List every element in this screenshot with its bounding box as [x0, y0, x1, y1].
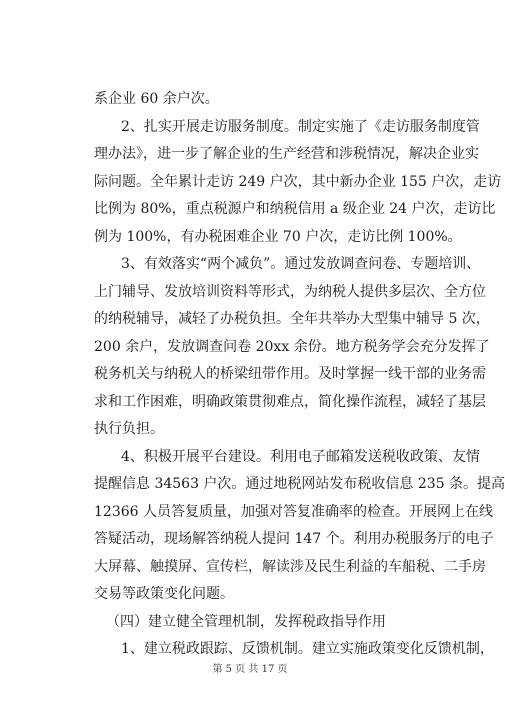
text-line: 提醒信息 34563 户次。通过地税网站发布税收信息 235 条。提高: [94, 476, 505, 492]
text-line: 12366 人员答复质量，加强对答复准确率的检查。开展网上在线: [94, 503, 493, 520]
text-line: 例为 100%，有办税困难企业 70 户次，走访比例 100%。: [94, 228, 462, 245]
document-body: [94, 86, 505, 664]
text-line: 税务机关与纳税人的桥梁纽带作用。及时掌握一线干部的业务需: [94, 366, 486, 382]
text-line: 执行负担。: [94, 421, 164, 437]
paragraph-start-3: 3、有效落实“两个减负”。通过发放调查问卷、专题培训、: [121, 256, 481, 272]
text-line: 上门辅导、发放培训资料等形式，为纳税人提供多层次、全方位: [94, 283, 486, 300]
paragraph-start-1: 1、建立税政跟踪、反馈机制。建立实施政策变化反馈机制，: [121, 641, 494, 657]
section-heading: （四）建立健全管理机制，发挥税政指导作用: [106, 613, 386, 630]
text-line: 理办法》，进一步了解企业的生产经营和涉税情况，解决企业实: [94, 146, 479, 162]
text-line: 系企业 60 余户次。: [94, 91, 219, 107]
text-line: 200 余户，发放调查问卷 20xx 余份。地方税务学会充分发挥了: [94, 338, 490, 355]
text-line: 大屏幕、触摸屏、宣传栏，解读涉及民生利益的车船税、二手房: [94, 558, 486, 575]
text-line: 际问题。全年累计走访 249 户次，其中新办企业 155 户次，走访: [94, 173, 502, 190]
text-line: 答疑活动，现场解答纳税人提问 147 个。利用办税服务厅的电子: [94, 531, 494, 547]
text-line: 比例为 80%，重点税源户和纳税信用 a 级企业 24 户次，走访比: [94, 201, 496, 217]
page-number-footer: 第 5 页 共 17 页: [212, 664, 288, 675]
text-line: 交易等政策变化问题。: [94, 586, 234, 602]
paragraph-start-4: 4、积极开展平台建设。利用电子邮箱发送税收政策、友情: [121, 448, 480, 465]
text-line: 求和工作困难，明确政策贯彻难点，简化操作流程，减轻了基层: [94, 393, 486, 410]
text-line: 的纳税辅导，减轻了办税负担。全年共举办大型集中辅导 5 次，: [94, 311, 490, 327]
paragraph-start-2: 2、扎实开展走访服务制度。制定实施了《走访服务制度管: [121, 118, 480, 135]
